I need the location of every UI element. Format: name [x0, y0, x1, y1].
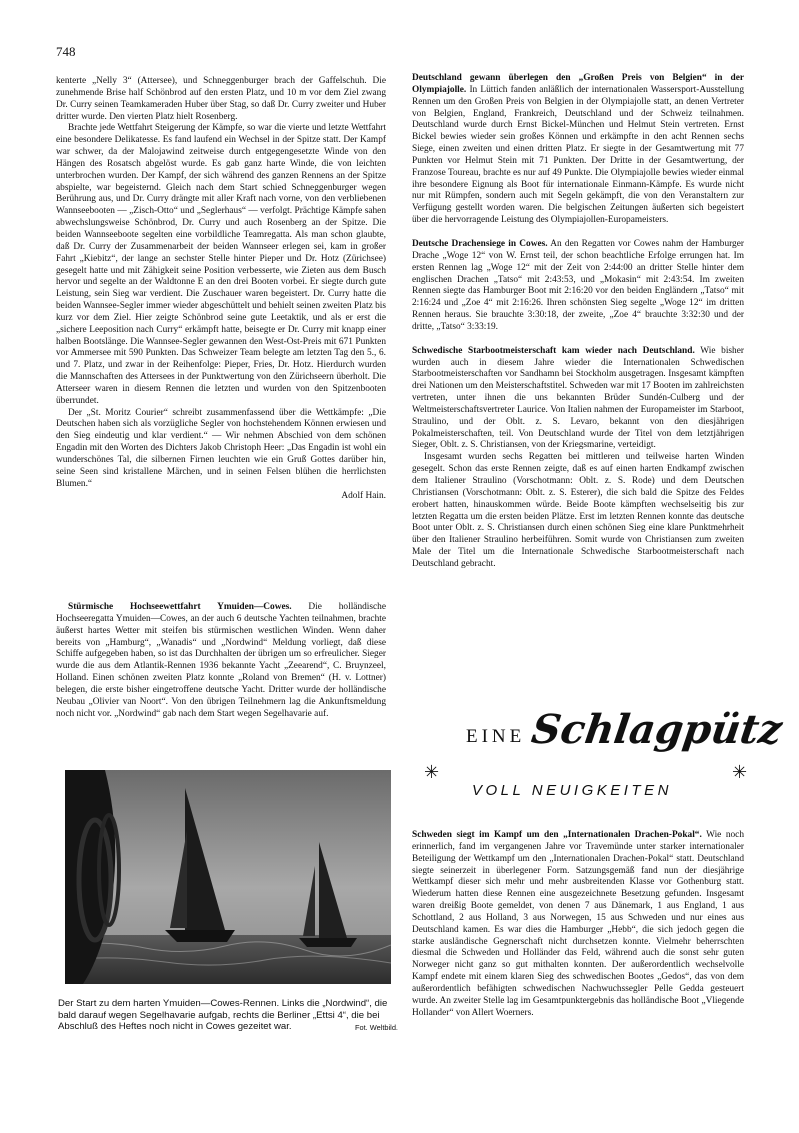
photo-caption: [58, 998, 398, 1034]
article-paragraph: Der „St. Moritz Courier“ schreibt zusammenfassend über die Wettkämpfe: „Die Deutschen haben sich als vorzügliche Segler von hochstehendem Können erwiesen und den Sieg eindeutig und klar verdient.“ — Wir nehmen Abschied von dem schönen Engadin mit den Worten des Dichters Jakob Christoph Heer: „Das Engadin ist wohl ein wunderschönes Tal, die silbernen Firnen leuchten wie ein Gruß Gottes darüber hin, seine Seen sind kristallene Märchen, und in seinen Felsen blühen die herrlichsten Blumen.“: [56, 407, 386, 489]
section-body: An den Regatten vor Cowes nahm der Hamburger Drache „Woge 12“ von W. Ernst teil, der schon beachtliche Erfolge errungen hat. Im ersten Rennen lag „Woge 12“ mit der Zeit von 2:44:00 an dritter Stelle hinter dem englischen Drachen „Tatso“ mit 2:43:53, und „Mokasin“ mit 2:43:54. Im zweiten Rennen siegte das Hamburger Boot mit 2:16:20 vor den beiden Engländern „Tatso“ mit 2:16:24 und „Zoe 4“ mit 2:16:26. Ihren schönsten Sieg segelte „Woge 12“ im dritten Rennen heraus. Sie brauchte 3:30:18, der zweite, „Zoe 4“ brauchte 3:32:30 und der dritte, „Tatso“ 3:33:19.: [412, 238, 744, 332]
star-icon: ✳: [424, 762, 440, 782]
article-paragraph: kenterte „Nelly 3“ (Attersee), und Schneggenburger brach der Gaffelschuh. Die zunehmende Brise half Schönbrod auf den ersten Platz, und 10 m vor dem Ziel zwang Dr. Curry seinen Teamkameraden Huber über Stag, so daß Dr. Curry zweiter und Huber dritter wurde. Den vierten Platz hielt Rosenberg.: [56, 76, 386, 122]
ymuiden-cowes-article: [56, 602, 386, 720]
article-paragraph: Brachte jede Wettfahrt Steigerung der Kämpfe, so war die vierte und letzte Wettfahrt eine besondere Delikatesse. Es fand laufend ein Wechsel in der Spitze statt. Der Kampf war schwer, da der Malojawind zeitweise durch entgegengesetzte Winde von den Hängen des Rosatsch abgelöst wurde. Es gab ganz harte Winde, die von leichten unterbrochen wurden. Der Kampf, der sich während des ganzen Rennens an der Spitze abspielte, war begeisternd. Gleich nach dem Start schied Schneggenburger wegen Berührung aus, und Dr. Curry drängte mit aller Kraft nach vorne, von den verbliebenen Wannseebooten — „Zisch-Otto“ und „Seglerhaus“ — verfolgt. Prächtige Kämpfe sahen abwechslungsweise Schönbrod, Dr. Curry und auch Rosenberg an der Spitze. Die beiden Wannseeboote segelten eine vorbildliche Teamregatta. Als man schon glaubte, daß Dr. Curry der Zusammenarbeit der beiden Wannseer erlegen sei, kam in großer Fahrt „Kiebitz“, der lange an sechster Stelle hinter Pieper und Dr. Hotz (Zürichsee) gesegelt hatte und mit Zähigkeit seine Position verbesserte, wie Zieten aus dem Busch hervor und segelte an der Waldtonne E an den drei Booten vorbei. Er siegte durch gute Leistung, sein Sieg war verdient. Die Zuschauer waren begeistert. Dr. Curry hatte die beiden Wannsee-Segler immer wieder abgeschüttelt und behielt seinen zweiten Platz bis kurz vor dem Ziel. Hier zeigte Schönbrod seine gute Leetaktik, und als er erst die „sichere Leeposition nach Curry“ erkämpft hatte, beisegte er Dr. Curry mit knapp einer halben Bootslänge. Die Wannsee-Segler gewannen den West-Ost-Preis mit 671 Punkten vor Ammersee mit 590 Punkten. Das Schweizer Team belegte am letzten Tag den 5., 6. und 7. Platz, und zwar in der Reihenfolge: Pieper, Fries, Dr. Hotz. Hierdurch wurden die Mannschaften des Attersees in der Punktwertung von den Zürichseern überholt. Die Atterseer waren in diesem Rennen die letzten und wurden von den Spitzenbooten überrundet.: [56, 123, 386, 406]
left-column-article: [56, 76, 386, 502]
right-column-articles: [412, 73, 744, 571]
photo-credit: Fot. Weltbild.: [355, 1023, 398, 1033]
banner-eine: EINE: [466, 726, 526, 747]
star-icon: ✳: [732, 762, 748, 782]
section-body: Die holländische Hochseeregatta Ymuiden—Cowes, an der auch 6 deutsche Yachten teilnahmen, brachte äußerst hartes Wetter mit steifen bis stürmischen westlichen Winden. Wenn daher bereits von „Hamburg“, „Wanadis“ und „Nordwind“ Meldung vorliegt, daß diese Schiffe aufgegeben haben, so ist das Durchhalten der übrigen um so erfreulicher. Sieger wurde die aus dem Atlantik-Rennen 1936 bekannte Yacht „Zeearend“, C. Bruynzeel, Holland. Einen schönen zweiten Platz konnte „Roland von Bremen“ (H. v. Lottner) belegen, die erste bisher eingetroffene deutsche Yacht. Dritter wurde der holländische Neubau „Olivier van Noort“. Von den übrigen Teilnehmern lag die Ankunftsmeldung noch nicht vor. „Nordwind“ gab nach dem Start wegen Segelhavarie auf.: [56, 602, 386, 719]
section-heading: Stürmische Hochseewettfahrt Ymuiden—Cowes.: [68, 602, 292, 612]
banner-subtitle: VOLL NEUIGKEITEN: [472, 782, 672, 799]
sailing-yachts-image: [65, 770, 391, 984]
section-heading: Schweden siegt im Kampf um den „Internationalen Drachen-Pokal“.: [412, 830, 702, 840]
article-paragraph: Insgesamt wurden sechs Regatten bei mittleren und teilweise harten Winden gesegelt. Schon das erste Rennen zeigte, daß es auf einen harten Endkampf zwischen dem Italiener Straulino (Vorschotmann: Oblt. z. S. Rode) und dem Deutschen Christiansen (Vorschotmann: Oblt. z. S. Esterer), die sich bald die Spitze des Feldes erobert hatten, hinauskommen würde. Beide Boote kämpften wechselseitig bis zur letzten Regatta um die ersten beiden Plätze. Erst im letzten Rennen konnte das deutsche Boot unter Oblt. z. S. Christiansen durch einen schönen Sieg eine klare Punktmehrheit über den Italiener Straulino herbeiführen. Somit wurde von Christiansen zum zweiten Male der Titel um die Internationale Schwedische Starbootmeisterschaft nach Deutschland gebracht.: [412, 452, 744, 569]
section-heading: Deutsche Drachensiege in Cowes.: [412, 238, 548, 249]
page-number: 748: [56, 44, 76, 59]
section-heading: Deutschland gewann überlegen den „Großen Preis von Belgien“ in der Olympiajolle.: [412, 73, 744, 95]
author-signature: Adolf Hain.: [341, 490, 386, 501]
section-body: In Lüttich fanden anläßlich der internationalen Wassersport-Ausstellung Rennen um den Großen Preis von Belgien in der Olympiajolle statt, an denen Vertreter von Belgien, England, Frankreich, Deutschland und der Schweiz teilnahmen. Deutschland wurde durch Ernst Bickel-München und Helmut Stein vertreten. Ernst Bickel bewies wieder sein großes Können und erkämpfte in den acht Rennen sechs Siege, einen zweiten und einen dritten Platz. Er siegte in der Gesamtwertung mit 77 Punkten vor Helmut Stein mit 71 Punkten. Der Dritte in der Gesamtwertung, der Franzose Toureau, brachte es nur auf 49 Punkte. Die Olympiajolle bewies wieder einmal ihre besondere Eignung als Boot für internationale Einmann-Kämpfe. Es wurde nicht nur mit Rümpfen, sondern auch mit Segeln gekämpft, die von den Veranstaltern zur Verfügung gestellt worden waren. Die belgischen Zeitungen äußerten sich begeistert über die hervorragende Leistung des Olympiajollen-Europameisters.: [412, 84, 744, 226]
sailing-photo: [65, 770, 391, 984]
schlagpuetz-banner: [420, 706, 785, 802]
section-heading: Schwedische Starbootmeisterschaft kam wieder nach Deutschland.: [412, 345, 695, 356]
drachen-pokal-article: [412, 830, 744, 1020]
section-body: Wie noch erinnerlich, fand im vergangenen Jahre vor Travemünde unter starker internationaler Beteiligung der Wettkampf um den „Internationalen Drachen-Pokal“ statt. Deutschland siegte seinerzeit in überlegener Form. Satzungsgemäß fand nun der diesjährige Wettkampf dieser sich mehr und mehr ausbreitenden Klasse vor Gothenburg statt. Wiederum hatten diese Rennen eine ausgezeichnete Besetzung gefunden. Insgesamt waren dreißig Boote gemeldet, von denen 7 aus Dänemark, 1 aus England, 1 aus Schottland, 2 aus Holland, 3 aus Norwegen, 15 aus Schweden und nur eines aus Deutschland kamen. Es war dies die Hamburger „Hebb“, die sich jedoch gegen die starke ausländische Gegnerschaft nicht durchsetzen konnte. Vielmehr beherrschten diesmal die Schweden und Holländer das Feld, während auch die sonst sehr guten Norweger nicht ganz so gut mithalten konnten. Der außerordentlich wechselvolle Kampf endete mit einem klaren Sieg des schwedischen Bootes „Gedos“, das von dem außerordentlich befähigten schwedischen Nachwuchssegler Pelle Gedda gesteuert wurde. An zweiter Stelle lag im Gesamtpunktergebnis das holländische Boot „Vliegende Hollander“ von Allert Woerners.: [412, 830, 744, 1018]
banner-title: Schlagpütz: [528, 706, 785, 753]
caption-text: Der Start zu dem harten Ymuiden—Cowes-Rennen. Links die „Nordwind“, die bald darauf wegen Segelhavarie aufgab, rechts die Berliner „Ettsi 4“, die bei Abschluß des Heftes noch nicht in Cowes gezeitet war.: [58, 998, 388, 1033]
section-body: Wie bisher wurden auch in diesem Jahre wieder die Internationalen Schwedischen Starbootmeisterschaften vor Sandhamn bei Stockholm ausgetragen. Insgesamt kämpften drei Nationen um den Meisterschaftstitel. Schweden war mit 17 Booten im zahlreichsten vertreten, unter ihnen die uns bekannten Brüder Sundén-Culberg und der Weltmeisterschaftsvertreter Laurice. Von Italien nahmen der Europameister im Starboot, Straulino, und der Oblt. z. S. Levaro, bekannt von den diesjährigen Pokalmeisterschaften, teil. Von Deutschland wurde der Titel von dem letztjährigen Sieger, Oblt. z. S. Christiansen, von der Kriegsmarine, verteidigt.: [412, 345, 744, 451]
